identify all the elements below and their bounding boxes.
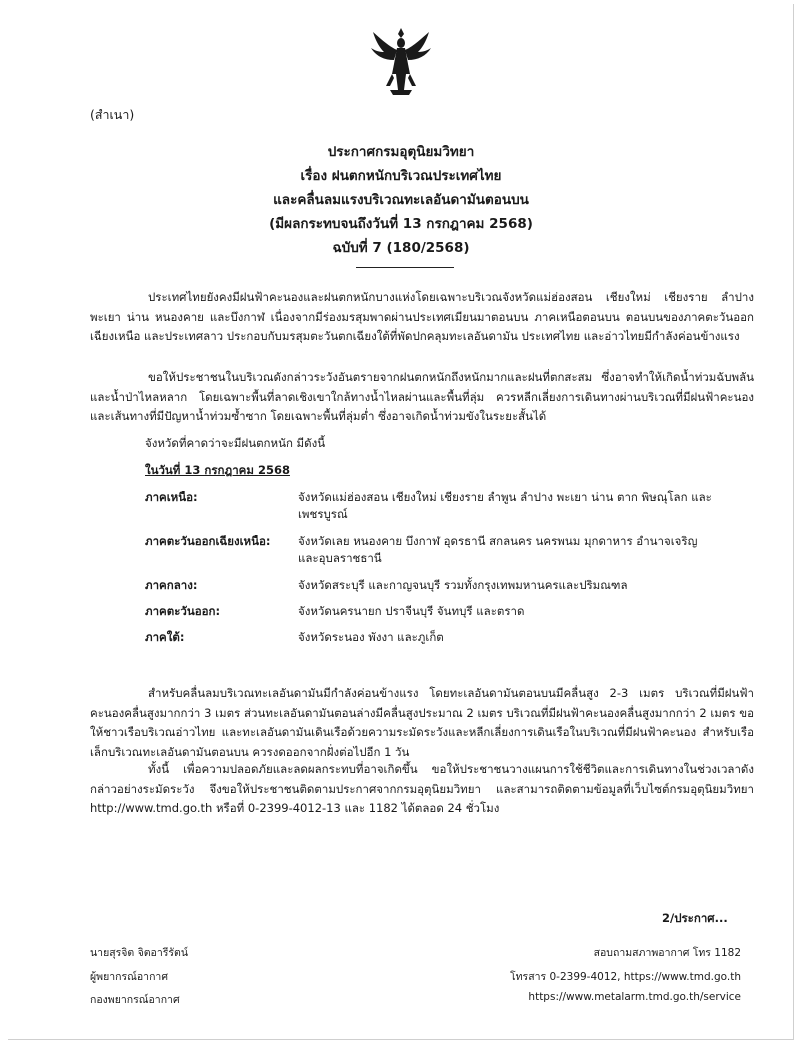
paragraph-2 [90, 368, 754, 427]
paragraph-waves-text: สำหรับคลื่นลมบริเวณทะเลอันดามันมีกำลังค่อนข้างแรง โดยทะเลอันดามันตอนบนมีคลื่นสูง 2-3 เมตร บริเวณที่มีฝนฟ้าคะนองคลื่นสูงมากกว่า 3 เมตร ส่วนทะเลอันดามันตอนล่างมีคลื่นสูงประมาณ 2 เมตร บริเวณที่มีฝนฟ้าคะนองคลื่นสูงมากกว่า 2 เมตร ขอให้ชาวเรือบริเวณอ่าวไทย และทะเลอันดามันเดินเรือด้วยความระมัดระวังและหลีกเลี่ยงการเดินเรือในบริเวณที่มีฝนฟ้าคะนอง สำหรับเรือเล็กบริเวณทะเลอันดามันตอนบน ควรงดออกจากฝั่งต่อไปอีก 1 วัน [90, 686, 754, 759]
signature-department: กองพยากรณ์อากาศ [90, 994, 180, 1006]
paragraph-advice [90, 760, 754, 819]
region-provinces-central: จังหวัดสระบุรี และกาญจนบุรี รวมทั้งกรุงเทพมหานครและปริมณฑล [298, 578, 628, 592]
region-label-south: ภาคใต้: [145, 630, 185, 644]
paragraph-advice-text: ทั้งนี้ เพื่อความปลอดภัยและลดผลกระทบที่อาจเกิดขึ้น ขอให้ประชาชนวางแผนการใช้ชีวิตและการเดินทางในช่วงเวลาดังกล่าวอย่างระมัดระวัง จึงขอให้ประชาชนติดตามประกาศจากกรมอุตุนิยมวิทยา และสามารถติดตามข้อมูลที่เว็บไซต์กรมอุตุนิยมวิทยา http://www.tmd.go.th หรือที่ 0-2399-4012-13 และ 1182 ได้ตลอด 24 ชั่วโมง [90, 762, 754, 815]
region-provinces-south: จังหวัดระนอง พังงา และภูเก็ต [298, 630, 444, 644]
paragraph-waves [90, 684, 754, 762]
region-label-northeast: ภาคตะวันออกเฉียงเหนือ: [145, 534, 271, 548]
forecast-date: ในวันที่ 13 กรกฎาคม 2568 [145, 463, 290, 477]
region-label-north: ภาคเหนือ: [145, 490, 198, 504]
contact-fax-web: โทรสาร 0-2399-4012, https://www.tmd.go.th [510, 971, 741, 983]
paragraph-1 [90, 288, 754, 347]
paragraph-1-text: ประเทศไทยยังคงมีฝนฟ้าคะนองและฝนตกหนักบางแห่งโดยเฉพาะบริเวณจังหวัดแม่ฮ่องสอน เชียงใหม่ เชียงราย ลำปาง พะเยา น่าน หนองคาย และบึงกาฬ เนื่องจากมีร่องมรสุมพาดผ่านประเทศเมียนมาตอนบน ภาคเหนือตอนบน ตอนบนของภาคตะวันออกเฉียงเหนือ และประเทศลาว ประกอบกับมรสุมตะวันตกเฉียงใต้ที่พัดปกคลุมทะเลอันดามัน ประเทศไทย และอ่าวไทยมีกำลังค่อนข้างแรง [90, 290, 754, 343]
region-provinces-east: จังหวัดนครนายก ปราจีนบุรี จันทบุรี และตราด [298, 604, 525, 618]
title-divider [356, 267, 454, 268]
paragraph-2-text: ขอให้ประชาชนในบริเวณดังกล่าวระวังอันตรายจากฝนตกหนักถึงหนักมากและฝนที่ตกสะสม ซึ่งอาจทำให้เกิดน้ำท่วมฉับพลันและน้ำป่าไหลหลาก โดยเฉพาะพื้นที่ลาดเชิงเขาใกล้ทางน้ำไหลผ่านและพื้นที่ลุ่ม ควรหลีกเลี่ยงการเดินทางผ่านบริเวณที่มีฝนฟ้าคะนองและเส้นทางที่มีปัญหาน้ำท่วมซ้ำซาก โดยเฉพาะพื้นที่ลุ่มต่ำ ซึ่งอาจเกิดน้ำท่วมขังในระยะสั้นได้ [90, 370, 754, 423]
region-label-east: ภาคตะวันออก: [145, 604, 221, 618]
document-page [8, 4, 794, 1040]
contact-phone: สอบถามสภาพอากาศ โทร 1182 [593, 947, 741, 959]
forecast-intro: จังหวัดที่คาดว่าจะมีฝนตกหนัก มีดังนี้ [145, 436, 326, 450]
garuda-emblem-icon [370, 26, 432, 98]
signature-position: ผู้พยากรณ์อากาศ [90, 971, 168, 983]
subject-line: เรื่อง ฝนตกหนักบริเวณประเทศไทย [300, 168, 502, 184]
issue-number: ฉบับที่ 7 (180/2568) [332, 240, 470, 256]
announcement-title: ประกาศกรมอุตุนิยมวิทยา [327, 144, 475, 160]
effective-date-line: (มีผลกระทบจนถึงวันที่ 13 กรกฎาคม 2568) [269, 216, 533, 232]
subject-line-2: และคลื่นลมแรงบริเวณทะเลอันดามันตอนบน [273, 192, 529, 208]
signature-name: นายสุรจิต จิตอารีรัตน์ [90, 947, 189, 959]
region-label-central: ภาคกลาง: [145, 578, 198, 592]
contact-service-link[interactable]: https://www.metalarm.tmd.go.th/service [528, 991, 741, 1003]
copy-label: (สำเนา) [90, 107, 135, 122]
region-provinces-north: จังหวัดแม่ฮ่องสอน เชียงใหม่ เชียงราย ลำพูน ลำปาง พะเยา น่าน ตาก พิษณุโลก และเพชรบูรณ์ [298, 490, 712, 521]
region-provinces-northeast: จังหวัดเลย หนองคาย บึงกาฬ อุดรธานี สกลนคร นครพนม มุกดาหาร อำนาจเจริญ และอุบลราชธานี [298, 534, 698, 565]
next-page-marker: 2/ประกาศ... [662, 911, 728, 925]
